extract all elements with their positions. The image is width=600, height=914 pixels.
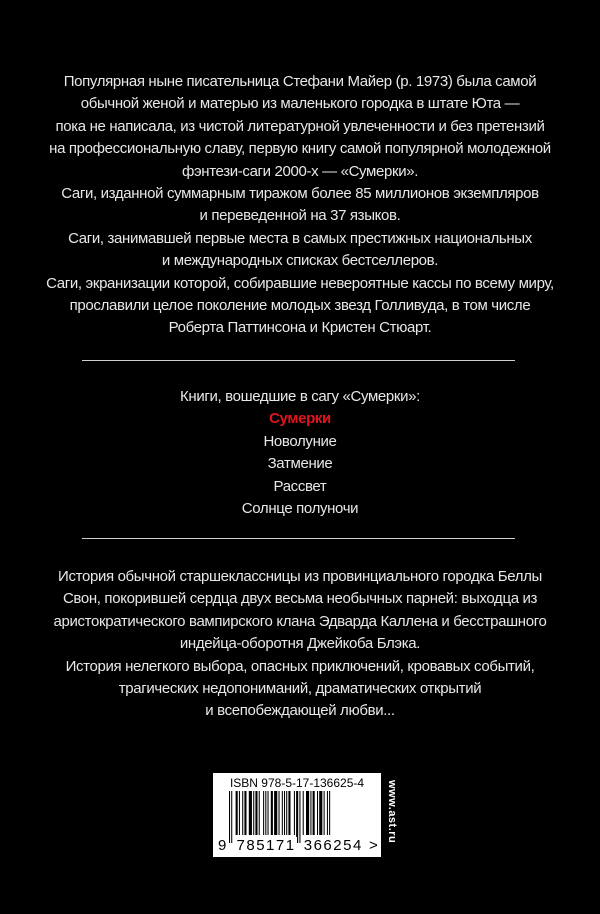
series-heading: Книги, вошедшие в сагу «Сумерки»: [180, 388, 420, 405]
barcode-bar [249, 791, 252, 835]
series-book: Рассвет [273, 477, 327, 495]
barcode-bar [327, 791, 328, 835]
intro-line: и переведенной на 37 языков. [199, 207, 401, 225]
synopsis-text [0, 566, 600, 723]
series-list [0, 386, 600, 520]
barcode-bar [259, 791, 260, 835]
intro-line: пока не написала, из чистой литературной увлеченности и без претензий [55, 117, 545, 135]
barcode-bar [263, 791, 264, 835]
barcode-bar [279, 791, 280, 835]
intro-line: на профессиональную славу, первую книгу самой популярной молодежной [49, 140, 551, 158]
barcode-bar [296, 791, 298, 843]
synopsis-line: и всепобеждающей любви... [205, 702, 395, 720]
intro-line: Саги, изданной суммарным тиражом более 85 миллионов экземпляров [61, 184, 539, 202]
barcode-bar [310, 791, 311, 835]
barcode-bar [329, 791, 330, 835]
divider-top [82, 360, 515, 361]
barcode-bar [306, 791, 309, 835]
barcode-bar [319, 791, 322, 835]
barcode-bar [268, 791, 269, 835]
synopsis-line: История обычной старшеклассницы из провинциального городка Беллы [58, 568, 542, 585]
intro-line: обычной женой и матерью из маленького городка в штате Юта — [80, 95, 520, 113]
barcode-bar [255, 791, 257, 835]
barcode-bars [229, 791, 369, 843]
barcode-bar [239, 791, 240, 835]
barcode-bar [324, 791, 325, 835]
barcode-bar [303, 791, 304, 835]
barcode-bar [286, 791, 287, 835]
isbn-label: ISBN 978-5-17-136625-4 [229, 776, 365, 790]
barcode-digit: 9 [218, 837, 227, 854]
intro-text [0, 71, 600, 340]
intro-line: Роберта Паттинсона и Кристен Стюарт. [168, 319, 432, 337]
barcode-bar [229, 791, 230, 843]
barcode-bar [288, 791, 290, 835]
series-current-book: Сумерки [269, 410, 331, 428]
synopsis-line: трагических недопониманий, драматических открытий [118, 679, 482, 697]
intro-line: и международных списках бестселлеров. [161, 252, 439, 270]
intro-line: Саги, экранизации которой, собиравшие невероятные кассы по всему миру, [46, 274, 554, 292]
barcode-digits [217, 837, 379, 854]
divider-bottom [82, 538, 515, 539]
barcode-bar [294, 791, 295, 835]
intro-line: фэнтези-саги 2000-х — «Сумерки». [181, 162, 419, 180]
synopsis-line: Свон, покорившей сердца двух весьма необычных парней: выходца из [62, 590, 538, 608]
barcode-bar [282, 791, 283, 835]
series-book: Солнце полуночи [241, 499, 359, 517]
barcode-bar [236, 791, 238, 835]
synopsis-line: История нелегкого выбора, опасных приключений, кровавых событий, [65, 657, 535, 675]
intro-line: Популярная ныне писательница Стефани Майер (р. 1973) была самой [63, 73, 537, 90]
synopsis-line: аристократического вампирского клана Эдварда Каллена и бесстрашного [53, 612, 547, 630]
barcode-bar [274, 791, 277, 835]
barcode-bar [265, 791, 266, 835]
barcode-bar [284, 791, 285, 835]
barcode-digit: > [368, 837, 378, 854]
barcode-bar [299, 791, 300, 843]
barcode-bar [313, 791, 315, 835]
barcode-bar [253, 791, 254, 835]
barcode-bar [242, 791, 243, 835]
series-book: Затмение [267, 455, 333, 473]
barcode-bar [317, 791, 318, 835]
synopsis-line: индейца-оборотня Джейкоба Блэка. [179, 635, 421, 653]
publisher-website: www.ast.ru [386, 780, 398, 844]
intro-line: Саги, занимавшей первые места в самых престижных национальных [68, 229, 532, 247]
intro-line: прославили целое поколение молодых звезд Голливуда, в том числе [69, 296, 531, 314]
barcode-bar [244, 791, 246, 835]
barcode-bar [271, 791, 273, 835]
barcode-bar [231, 791, 232, 843]
isbn-barcode [213, 773, 381, 857]
barcode-digit: 785171 [236, 837, 296, 854]
series-book: Новолуние [263, 432, 337, 450]
barcode-digit: 366254 [303, 837, 363, 854]
